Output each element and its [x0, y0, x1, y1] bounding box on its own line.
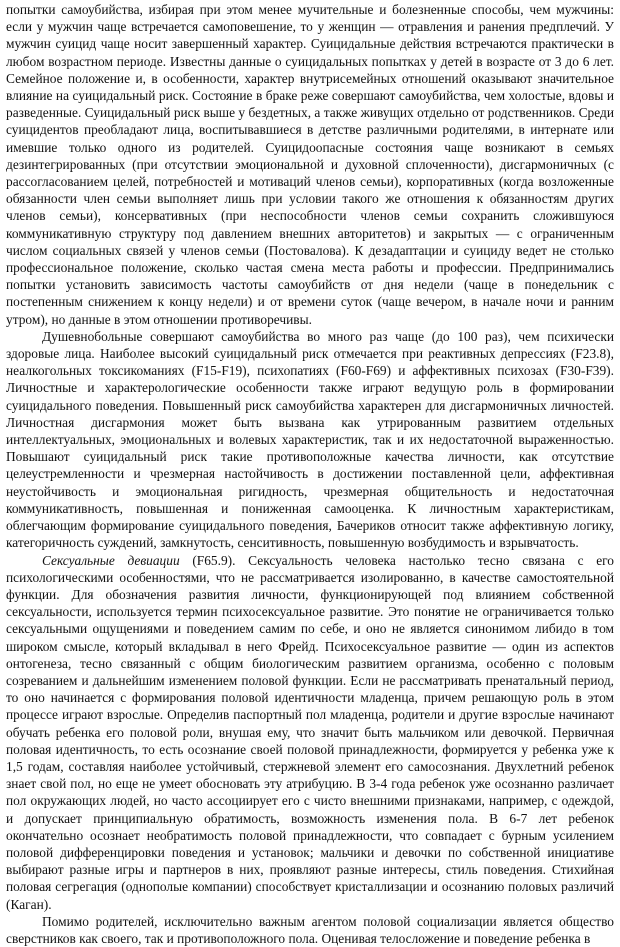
- paragraph-sexual-deviations-body: (F65.9). Сексуальность человека настолько тесно связана с его психологическими особенностями, что не рассматривается изолированно, в качестве самостоятельной функции. Для обозначения развития личности, функционирующей под влиянием собственной сексуальности, используется термин психосексуальное развитие. Это понятие не ограничивается только сексуальными ощущениями и поведением самим по себе, и оно не является синонимом либидо в том широком смысле, который вкладывал в него Фрейд. Психосексуальное развитие — один из аспектов онтогенеза, тесно связанный с общим биологическим развитием организма, особенно с половым созреванием и дальнейшим изменением половой функции. Если не рассматривать пренатальный период, то оно начинается с формирования половой идентичности младенца, причем решающую роль в этом процессе играют взрослые. Определив паспортный пол младенца, родители и другие взрослые начинают обучать ребенка его половой роли, внушая ему, что значит быть мальчиком или девочкой. Первичная половая идентичность, то есть осознание своей половой принадлежности, формируется у ребенка уже к 1,5 годам, составляя наиболее устойчивый, стержневой элемент его самосознания. Двухлетний ребенок знает свой пол, но еще не умеет обосновать эту атрибуцию. В 3-4 года ребенок уже осознанно различает пол окружающих людей, но часто ассоциирует его с чисто внешними признаками, например, с одеждой, и допускает принципиальную обратимость, возможность изменения пола. В 6-7 лет ребенок окончательно осознает необратимость половой принадлежности, что совпадает с бурным усилением половой дифференцировки поведения и установок; мальчики и девочки по собственной инициативе выбирают разные игры и партнеров в них, проявляют разные интересы, стиль поведения. Стихийная половая сегрегация (однополые компании) способствует кристаллизации и осознанию половых различий (Каган).: [6, 552, 614, 912]
- paragraph-sexual-deviations: [6, 552, 614, 913]
- paragraph-mental-illness: Душевнобольные совершают самоубийства во много раз чаще (до 100 раз), чем психически здоровые лица. Наиболее высокий суицидальный риск отмечается при реактивных депрессиях (F23.8), неалкогольных токсикоманиях (F15-F19), психопатиях (F60-F69) и аффективных психозах (F30-F39). Личностные и характерологические особенности также играют ведущую роль в формировании суицидального поведения. Повышенный риск самоубийства характерен для дисгармоничных личностей. Личностная дисгармония может быть вызвана как утрированным развитием отдельных интеллектуальных, эмоциональных и волевых характеристик, так и их недостаточной выраженностью. Повышают суицидальный риск такие противоположные качества личности, как отсутствие целеустремленности и чрезмерная настойчивость в достижении поставленной цели, аффективная неустойчивость и эмоциональная ригидность, чрезмерная общительность и недостаточная коммуникативность, повышенная и пониженная самооценка. К личностным характеристикам, облегчающим формирование суицидального поведения, Бачериков относит также аффективную логику, категоричность суждений, замкнутость, сенситивность, повышенную возбудимость и взрывчатость.: [6, 328, 614, 551]
- paragraph-socialization: Помимо родителей, исключительно важным агентом половой социализации является общество сверстников как своего, так и противоположного пола. Оценивая телосложение и поведение ребенка в: [6, 913, 614, 946]
- section-term: Сексуальные девиации: [42, 552, 180, 568]
- paragraph-family-risk: попытки самоубийства, избирая при этом менее мучительные и болезненные способы, чем мужчины: если у мужчин чаще встречается самоповешение, то у женщин — отравления и ранения предплечий. У мужчин суицид чаще носит завершенный характер. Суицидальные действия встречаются практически в любом возрастном периоде. Известны данные о суицидальных попытках у детей в возрасте от 3 до 6 лет. Семейное положение и, в особенности, характер внутрисемейных отношений оказывают значительное влияние на суицидальный риск. Состояние в браке реже совершают самоубийства, чем холостые, вдовы и разведенные. Суицидальный риск выше у бездетных, а также живущих отдельно от родственников. Среди суицидентов преобладают лица, воспитывавшиеся в детстве различными родителями, в интернате или имевшие только одного из родителей. Суицидоопасные состояния чаще возникают в семьях дезинтегрированных (при отсутствии эмоциональной и духовной сплоченности), дисгармоничных (с рассогласованием целей, потребностей и мотиваций членов семьи), корпоративных (когда возложенные обязанности член семьи выполняет лишь при условии такого же отношения к обязанностям других членов семьи), консервативных (при неспособности членов семьи сохранить сложившуюся коммуникативную структуру под давлением внешних авторитетов) и закрытых — с ограниченным числом социальных связей у членов семьи (Постовалова). К дезадаптации и суициду ведет не столько профессиональное положение, сколько частая смена места работы и профессии. Предпринимались попытки установить зависимость частоты самоубийств от дня недели (чаще в понедельник с постепенным снижением к концу недели) и от времени суток (чаще вечером, в начале ночи и ранним утром), но данные в этом отношении противоречивы.: [6, 2, 614, 327]
